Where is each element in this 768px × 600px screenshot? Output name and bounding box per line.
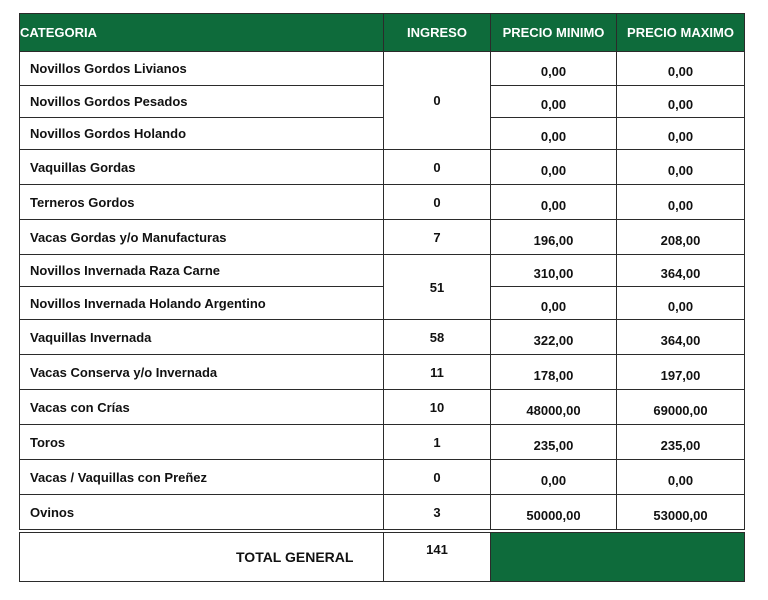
row-precio-minimo: 196,00 — [491, 220, 617, 255]
row-precio-maximo: 208,00 — [617, 220, 745, 255]
row-ingreso: 0 — [384, 52, 491, 150]
table-row — [20, 425, 745, 460]
row-ingreso: 0 — [384, 185, 491, 220]
row-ingreso: 11 — [384, 355, 491, 390]
table-row — [20, 355, 745, 390]
row-precio-maximo: 0,00 — [617, 460, 745, 495]
table-row — [20, 220, 745, 255]
row-precio-maximo: 53000,00 — [617, 495, 745, 530]
table-row — [20, 118, 745, 150]
price-table — [19, 13, 745, 530]
row-ingreso: 58 — [384, 320, 491, 355]
row-categoria: Ovinos — [20, 495, 384, 530]
row-categoria: Novillos Invernada Holando Argentino — [20, 287, 384, 320]
table-row — [20, 255, 745, 287]
row-categoria: Novillos Gordos Livianos — [20, 52, 384, 86]
row-categoria: Vacas con Crías — [20, 390, 384, 425]
row-ingreso: 1 — [384, 425, 491, 460]
row-ingreso: 0 — [384, 150, 491, 185]
row-precio-minimo: 0,00 — [491, 118, 617, 150]
row-precio-minimo: 48000,00 — [491, 390, 617, 425]
table-row — [20, 460, 745, 495]
row-ingreso: 0 — [384, 460, 491, 495]
row-precio-minimo: 310,00 — [491, 255, 617, 287]
total-green-block — [491, 533, 745, 582]
row-categoria: Vaquillas Invernada — [20, 320, 384, 355]
table-row — [20, 390, 745, 425]
row-ingreso: 3 — [384, 495, 491, 530]
total-row — [20, 533, 745, 582]
row-precio-maximo: 235,00 — [617, 425, 745, 460]
header-precio-maximo: PRECIO MAXIMO — [617, 14, 745, 52]
table-row — [20, 52, 745, 86]
row-precio-minimo: 0,00 — [491, 150, 617, 185]
row-precio-maximo: 0,00 — [617, 287, 745, 320]
row-precio-minimo: 235,00 — [491, 425, 617, 460]
row-precio-minimo: 0,00 — [491, 86, 617, 118]
header-precio-minimo: PRECIO MINIMO — [491, 14, 617, 52]
row-ingreso: 10 — [384, 390, 491, 425]
row-categoria: Novillos Gordos Holando — [20, 118, 384, 150]
row-precio-minimo: 0,00 — [491, 287, 617, 320]
table-row — [20, 287, 745, 320]
row-precio-maximo: 0,00 — [617, 118, 745, 150]
row-precio-maximo: 0,00 — [617, 86, 745, 118]
total-value: 141 — [384, 533, 491, 582]
row-categoria: Novillos Invernada Raza Carne — [20, 255, 384, 287]
row-precio-maximo: 0,00 — [617, 185, 745, 220]
row-precio-minimo: 0,00 — [491, 52, 617, 86]
row-precio-minimo: 50000,00 — [491, 495, 617, 530]
row-ingreso: 7 — [384, 220, 491, 255]
livestock-price-table-container — [19, 13, 744, 582]
header-row — [20, 14, 745, 52]
row-precio-maximo: 69000,00 — [617, 390, 745, 425]
row-precio-minimo: 178,00 — [491, 355, 617, 390]
header-ingreso: INGRESO — [384, 14, 491, 52]
row-categoria: Toros — [20, 425, 384, 460]
row-precio-maximo: 0,00 — [617, 150, 745, 185]
row-categoria: Vaquillas Gordas — [20, 150, 384, 185]
row-precio-minimo: 0,00 — [491, 460, 617, 495]
row-categoria: Novillos Gordos Pesados — [20, 86, 384, 118]
table-row — [20, 320, 745, 355]
row-precio-maximo: 197,00 — [617, 355, 745, 390]
row-categoria: Vacas Conserva y/o Invernada — [20, 355, 384, 390]
total-table — [19, 532, 745, 582]
table-row — [20, 86, 745, 118]
table-row — [20, 150, 745, 185]
row-precio-maximo: 364,00 — [617, 320, 745, 355]
row-categoria: Vacas / Vaquillas con Preñez — [20, 460, 384, 495]
row-precio-minimo: 322,00 — [491, 320, 617, 355]
header-categoria: CATEGORIA — [20, 14, 384, 52]
table-row — [20, 495, 745, 530]
row-precio-maximo: 364,00 — [617, 255, 745, 287]
total-label: TOTAL GENERAL — [20, 533, 384, 582]
row-precio-maximo: 0,00 — [617, 52, 745, 86]
table-row — [20, 185, 745, 220]
row-categoria: Terneros Gordos — [20, 185, 384, 220]
row-categoria: Vacas Gordas y/o Manufacturas — [20, 220, 384, 255]
row-precio-minimo: 0,00 — [491, 185, 617, 220]
row-ingreso: 51 — [384, 255, 491, 320]
